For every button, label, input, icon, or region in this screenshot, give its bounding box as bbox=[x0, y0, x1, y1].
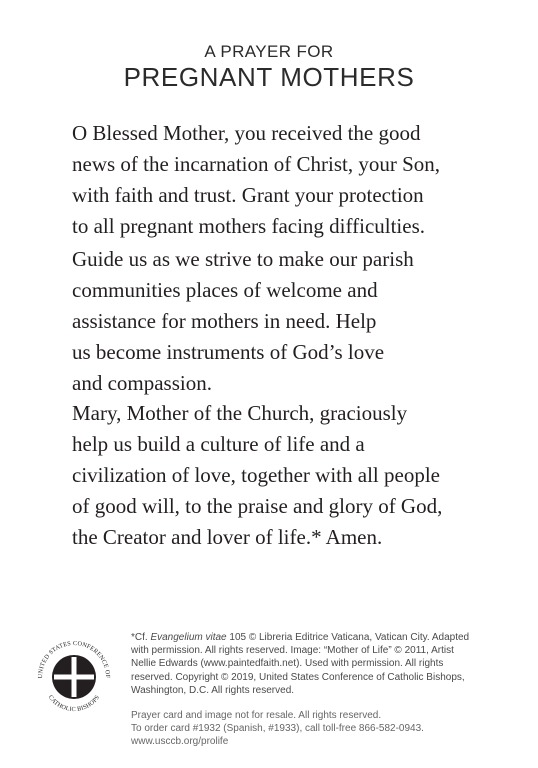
page-title: PREGNANT MOTHERS bbox=[123, 62, 415, 92]
seal-cross-horizontal bbox=[54, 675, 94, 680]
prayer-line: help us build a culture of life and a bbox=[72, 432, 365, 456]
footnote-line: with permission. All rights reserved. Image: “Mother of Life” © 2011, Artist bbox=[131, 645, 454, 657]
prayer-line: news of the incarnation of Christ, your Son, bbox=[72, 152, 441, 176]
prayer-line: civilization of love, together with all people bbox=[72, 463, 440, 487]
prayer-line: with faith and trust. Grant your protection bbox=[72, 183, 424, 207]
prayer-line: communities places of welcome and bbox=[72, 278, 378, 302]
website-link: www.usccb.org/prolife bbox=[131, 736, 229, 748]
footnote-prefix: *Cf. bbox=[131, 632, 151, 643]
prayer-line: to all pregnant mothers facing difficulties. bbox=[72, 214, 426, 238]
footnote-line: reserved. Copyright © 2019, United States Conference of Catholic Bishops, bbox=[131, 671, 465, 683]
order-line: Prayer card and image not for resale. All rights reserved. bbox=[131, 710, 382, 721]
seal-icon bbox=[32, 635, 116, 719]
usccb-seal-logo bbox=[32, 635, 116, 719]
seal-ring-text-top: UNITED STATES CONFERENCE OF bbox=[36, 639, 112, 679]
footnote-suffix: 105 © Libreria Editrice Vaticana, Vatican City. Adapted bbox=[226, 632, 470, 643]
prayer-line: the Creator and lover of life.* Amen. bbox=[72, 525, 383, 549]
prayer-paragraph-1 bbox=[72, 118, 472, 242]
prayer-line: us become instruments of God’s love bbox=[72, 340, 385, 364]
prayer-paragraph-3 bbox=[72, 398, 472, 553]
footnote-line bbox=[131, 631, 526, 644]
copyright-footnote bbox=[131, 631, 526, 697]
prayer-line: O Blessed Mother, you received the good bbox=[72, 121, 421, 145]
order-info bbox=[131, 709, 526, 749]
prayer-line: assistance for mothers in need. Help bbox=[72, 309, 377, 333]
footnote-line: Washington, D.C. All rights reserved. bbox=[131, 684, 295, 696]
prayer-line: Guide us as we strive to make our parish bbox=[72, 247, 414, 271]
prayer-line: Mary, Mother of the Church, graciously bbox=[72, 401, 408, 425]
prayer-line: of good will, to the praise and glory of God, bbox=[72, 494, 443, 518]
prayer-line: and compassion. bbox=[72, 371, 212, 395]
footnote-line: Nellie Edwards (www.paintedfaith.net). Used with permission. All rights bbox=[131, 658, 444, 670]
prayer-paragraph-2 bbox=[72, 244, 472, 399]
order-line: To order card #1932 (Spanish, #1933), call toll-free 866-582-0943. bbox=[131, 723, 424, 735]
seal-ring-text-bottom: CATHOLIC BISHOPS bbox=[46, 693, 102, 714]
title-eyebrow: A PRAYER FOR bbox=[204, 42, 334, 61]
footnote-italic-title: Evangelium vitae bbox=[150, 632, 227, 643]
